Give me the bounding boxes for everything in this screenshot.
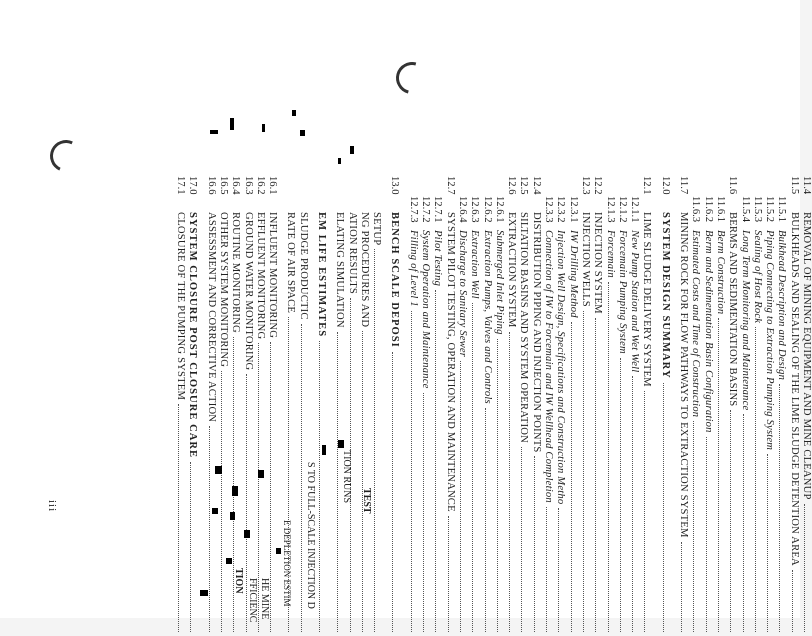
toc-entry — [505, 176, 517, 636]
punch-hole-left — [45, 135, 86, 176]
toc-entry — [241, 176, 253, 636]
toc-entry-label: ASSESSMENT AND CORRECTIVE ACTION — [205, 212, 217, 423]
toc-entry-label: RATE OF AIR SPACE — [285, 212, 297, 314]
table-of-contents — [92, 176, 812, 636]
toc-entry — [542, 176, 554, 636]
toc-entry — [419, 176, 431, 636]
toc-entry — [468, 176, 480, 636]
toc-entry — [566, 176, 578, 636]
leader-dots — [209, 426, 210, 632]
toc-entry-label: SILTATION BASINS AND SYSTEM OPERATION — [518, 212, 530, 444]
toc-entry-label: Berm Construction — [714, 230, 726, 315]
ink-blot — [232, 486, 238, 496]
toc-entry — [204, 176, 216, 636]
toc-entry-number: 16.1 — [267, 176, 279, 195]
fragment-text: TION — [233, 568, 244, 594]
leader-dots — [595, 318, 596, 632]
toc-entry-label: BULKHEADS AND SEALING OF THE LIME SLUDGE DETENTION AREA — [788, 212, 800, 566]
toc-entry-label: EM LIFE ESTIMATES — [316, 212, 328, 338]
toc-entry-number: 11.6 — [727, 176, 739, 195]
toc-entry — [677, 176, 689, 636]
toc-entry — [186, 176, 198, 636]
toc-entry-number: 11.5.2 — [764, 196, 776, 223]
toc-entry-label: SYSTEM CLOSURE POST CLOSURE CARE — [187, 212, 199, 459]
fragment-text: FFICIENC — [247, 578, 258, 623]
toc-entry-number: 11.6.3 — [690, 196, 702, 223]
leader-dots — [534, 456, 535, 632]
toc-entry-label: System Operation and Maintenance — [420, 230, 432, 389]
toc-entry — [529, 176, 541, 636]
ink-blot — [212, 508, 218, 514]
page-number: iii — [46, 500, 58, 513]
ink-blot — [226, 558, 232, 564]
toc-entry — [517, 176, 529, 636]
toc-entry — [775, 176, 787, 636]
toc-entry-label: Bulkhead Description and Design — [776, 230, 788, 381]
toc-entry-label: EXTRACTION SYSTEM — [506, 212, 518, 328]
toc-entry — [456, 176, 468, 636]
toc-entry — [603, 176, 615, 636]
toc-entry-number: 12.5 — [518, 176, 530, 195]
toc-entry-label: INJECTION SYSTEM — [592, 212, 604, 314]
toc-entry-number: 17.0 — [187, 176, 199, 195]
toc-entry-label: OTHER SYSTEM MONITORING — [217, 212, 229, 368]
fragment-text: HE MINE — [259, 578, 270, 620]
toc-entry — [579, 176, 591, 636]
toc-entry-label: MINING ROCK FOR FLOW PATHWAYS TO EXTRACTION SYSTEM — [678, 212, 690, 538]
leader-dots — [706, 437, 707, 632]
toc-entry — [407, 176, 419, 636]
toc-entry-number: 11.5 — [788, 176, 800, 195]
toc-entry — [658, 176, 670, 636]
ink-blot — [258, 470, 264, 478]
toc-entry-number: 12.3.1 — [567, 196, 579, 223]
leader-dots — [319, 341, 320, 632]
toc-entry-label: SYSTEM PILOT TESTING, OPERATION AND MAINTENANCE — [444, 212, 456, 512]
toc-entry — [554, 176, 566, 636]
leader-dots — [301, 324, 302, 632]
leader-dots — [571, 322, 572, 632]
toc-entry — [266, 176, 278, 636]
toc-entry — [229, 176, 241, 636]
toc-entry — [763, 176, 775, 636]
toc-entry-label: Submerged Inlet Piping — [493, 230, 505, 335]
ink-blot — [230, 118, 234, 130]
toc-entry — [345, 176, 357, 636]
leader-dots — [435, 290, 436, 632]
ink-blot — [338, 440, 344, 448]
toc-entry-number: 16.6 — [205, 176, 217, 195]
toc-entry-label: Berm and Sedimentation Basin Configuration — [702, 230, 714, 433]
leader-dots — [755, 327, 756, 632]
ink-blot — [230, 512, 235, 520]
leader-dots — [620, 358, 621, 632]
toc-entry-number: 12.1.3 — [604, 196, 616, 223]
toc-entry — [370, 176, 382, 636]
fragment-text: TION RUNS — [341, 450, 352, 504]
toc-entry-label: EFFLUENT MONITORING — [254, 212, 266, 340]
ink-blot — [292, 110, 296, 116]
toc-entry-label: Filling of Level 1 — [407, 230, 419, 307]
toc-entry — [358, 176, 370, 636]
toc-entry-label: NG PROCEDURES AND — [358, 212, 370, 328]
toc-entry-label: Pilot Testing — [432, 230, 444, 287]
toc-entry-label: BERMS AND SEDIMENTATION BASINS — [727, 212, 739, 407]
toc-entry-label: ROUTINE MONITORING — [230, 212, 242, 333]
leader-dots — [730, 410, 731, 632]
fragment-text: S TO FULL-SCALE INJECTION D — [305, 462, 316, 609]
toc-entry — [315, 176, 327, 636]
toc-entry-label: Extraction Pumps, Valves and Controls — [481, 230, 493, 404]
toc-entry-label: REMOVAL OF MINING EQUIPMENT AND MINE CLEANUP — [801, 212, 812, 500]
ink-blot — [350, 146, 354, 154]
toc-entry — [254, 176, 266, 636]
fragment-text: E DEPLETION ESTIM — [282, 520, 292, 607]
toc-entry-number: 13.0 — [389, 176, 401, 195]
leader-dots — [472, 303, 473, 632]
toc-entry-number: 12.1.1 — [629, 196, 641, 223]
toc-entry-number: 12.6.1 — [493, 196, 505, 223]
ink-blot — [262, 124, 265, 132]
toc-entry — [431, 176, 443, 636]
ink-blot — [338, 158, 341, 164]
ink-blot — [300, 130, 305, 136]
toc-entry-label: DISTRIBUTION PIPING AND INJECTION POINTS — [530, 212, 542, 453]
ink-blot — [244, 530, 250, 538]
toc-entry-label: GROUND WATER MONITORING — [242, 212, 254, 371]
leader-dots — [337, 332, 338, 632]
toc-entry-number: 12.6 — [506, 176, 518, 195]
toc-entry-number: 11.6.1 — [714, 196, 726, 223]
leader-dots — [448, 516, 449, 632]
ink-blot — [200, 590, 208, 596]
punch-hole-top — [390, 56, 434, 100]
toc-entry-label: IW Drilling Method — [567, 230, 579, 318]
leader-dots — [608, 282, 609, 632]
toc-entry-label: Connection of IW to Forcemain and IW Wellhead Completion — [543, 230, 555, 503]
toc-entry-number: 16.2 — [254, 176, 266, 195]
toc-entry-number: 12.2 — [592, 176, 604, 195]
leader-dots — [270, 342, 271, 632]
leader-dots — [190, 462, 191, 632]
toc-entry-number: 12.6.4 — [456, 196, 468, 223]
toc-entry-number: 16.3 — [242, 176, 254, 195]
toc-entry-label: Long Term Monitoring and Maintenance — [739, 230, 751, 411]
toc-entry — [388, 176, 400, 636]
toc-entry-number: 16.5 — [217, 176, 229, 195]
toc-entry-label: ATION RESULTS — [346, 212, 358, 294]
leader-dots — [767, 454, 768, 632]
fragment-text: TEST — [361, 488, 372, 514]
toc-entry-label: Estimated Costs and Time of Construction — [690, 230, 702, 418]
toc-entry — [738, 176, 750, 636]
toc-entry-label: SETUP — [371, 212, 383, 246]
toc-entry-label: Forcemain Pumping System — [616, 230, 628, 354]
leader-dots — [693, 421, 694, 632]
toc-entry-label: Injection Well Design, Specifications and Construction Metho — [555, 230, 567, 505]
toc-entry — [443, 176, 455, 636]
toc-entry — [751, 176, 763, 636]
leader-dots — [423, 393, 424, 632]
toc-entry — [787, 176, 799, 636]
leader-dots — [546, 507, 547, 632]
leader-dots — [558, 508, 559, 632]
toc-entry-number: 12.1 — [641, 176, 653, 195]
leader-dots — [460, 361, 461, 632]
leader-dots — [804, 504, 805, 632]
toc-entry-number: 12.1.2 — [616, 196, 628, 223]
toc-entry-number: 11.4 — [801, 176, 812, 195]
toc-entry — [333, 176, 345, 636]
leader-dots — [221, 371, 222, 632]
toc-entry-number: 12.3.2 — [555, 196, 567, 223]
toc-entry-label: INFLUENT MONITORING — [267, 212, 279, 339]
toc-entry-number: 11.5.3 — [751, 196, 763, 223]
toc-entry-label: Piping Connecting to Extraction Pumping System — [764, 230, 776, 451]
leader-dots — [632, 376, 633, 632]
toc-entry — [174, 176, 186, 636]
ink-blot — [322, 445, 326, 455]
leader-dots — [362, 331, 363, 632]
toc-entry-number: 11.7 — [678, 176, 690, 195]
toc-entry-number: 12.7 — [444, 176, 456, 195]
toc-entry — [689, 176, 701, 636]
toc-entry-label: SLUDGE PRODUCTIC — [297, 212, 309, 320]
toc-entry — [616, 176, 628, 636]
toc-entry-label: INJECTION WELLS — [579, 212, 591, 307]
toc-entry-number: 11.5.1 — [776, 196, 788, 223]
leader-dots — [743, 414, 744, 632]
toc-entry-label: Forcemain — [604, 230, 616, 278]
toc-entry-number: 11.6.2 — [702, 196, 714, 223]
toc-entry-number: 12.7.2 — [420, 196, 432, 223]
toc-entry-number: 16.4 — [230, 176, 242, 195]
ink-blot — [210, 130, 218, 134]
toc-entry-number: 12.0 — [659, 176, 671, 195]
ink-blot — [215, 466, 222, 474]
toc-entry-number: 12.4 — [530, 176, 542, 195]
toc-entry-label: Sealing of Host Rock — [751, 230, 763, 324]
toc-entry-label: Extraction Well — [469, 230, 481, 299]
leader-dots — [485, 408, 486, 632]
leader-dots — [509, 332, 510, 632]
toc-entry-label: LIME SLUDGE DELIVERY SYSTEM — [641, 212, 653, 387]
toc-entry-label: Discharge to Sanitary Sewer — [456, 230, 468, 358]
toc-entry — [726, 176, 738, 636]
toc-entry-number: 11.5.4 — [739, 196, 751, 223]
toc-entry-number: 12.3 — [579, 176, 591, 195]
toc-entry — [591, 176, 603, 636]
toc-entry — [217, 176, 229, 636]
toc-entry-number: 17.1 — [175, 176, 187, 195]
ink-blot — [276, 548, 281, 554]
toc-entry — [493, 176, 505, 636]
toc-entry-number: 12.7.3 — [407, 196, 419, 223]
toc-entry-label: CLOSURE OF THE PUMPING SYSTEM — [175, 212, 187, 401]
leader-dots — [644, 391, 645, 632]
toc-entry-label: New Pump Station and Wet Well — [629, 230, 641, 373]
leader-dots — [663, 383, 664, 632]
toc-entry — [480, 176, 492, 636]
toc-entry — [714, 176, 726, 636]
leader-dots — [718, 318, 719, 632]
leader-dots — [779, 384, 780, 632]
toc-entry-number: 12.7.1 — [432, 196, 444, 223]
leader-dots — [792, 570, 793, 632]
leader-dots — [393, 352, 394, 632]
toc-entry-number: 12.6.2 — [481, 196, 493, 223]
toc-entry-number: 12.6.3 — [469, 196, 481, 223]
toc-entry-label: SYSTEM DESIGN SUMMARY — [659, 212, 671, 379]
leader-dots — [521, 447, 522, 632]
leader-dots — [411, 311, 412, 632]
leader-dots — [374, 249, 375, 632]
leader-dots — [178, 404, 179, 632]
toc-entry — [640, 176, 652, 636]
toc-entry-label: ELATING SIMULATION — [334, 212, 346, 328]
leader-dots — [681, 542, 682, 632]
leader-dots — [583, 311, 584, 632]
leader-dots — [497, 339, 498, 632]
toc-entry-number: 12.3.3 — [543, 196, 555, 223]
toc-entry — [628, 176, 640, 636]
toc-entry-label: BENCH SCALE DEPOSI — [389, 212, 401, 348]
toc-entry — [800, 176, 812, 636]
toc-entry — [701, 176, 713, 636]
